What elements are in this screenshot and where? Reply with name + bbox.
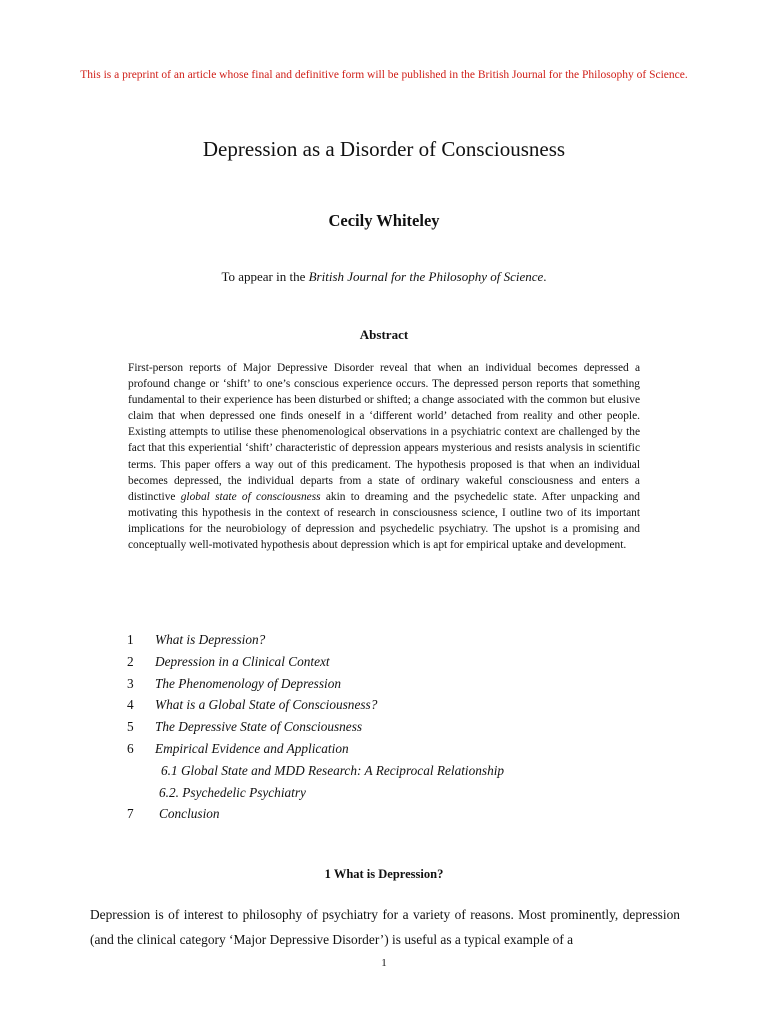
toc-number: 6 bbox=[127, 740, 134, 756]
abstract-italic-term: global state of consciousness bbox=[180, 490, 321, 503]
toc-item-6 bbox=[127, 738, 627, 760]
toc-number: 5 bbox=[127, 719, 134, 735]
author-name: Cecily Whiteley bbox=[328, 211, 440, 230]
toc-item-1 bbox=[127, 629, 627, 651]
paper-title: Depression as a Disorder of Consciousness bbox=[202, 137, 566, 161]
toc-item-7 bbox=[127, 803, 627, 825]
toc-label: Empirical Evidence and Application bbox=[155, 740, 349, 756]
section-heading: 1 What is Depression? bbox=[324, 867, 444, 881]
page-number: 1 bbox=[381, 957, 387, 969]
toc-number: 7 bbox=[127, 806, 134, 822]
publication-note-prefix: To appear in the bbox=[221, 269, 309, 284]
abstract-heading: Abstract bbox=[359, 327, 409, 342]
toc-item-4 bbox=[127, 694, 627, 716]
abstract-text-part2: akin to dreaming and the psychedelic state. After unpacking and motivating this hypothesis in the context of research in consciousness science, I outline two of its important implications for the neurobiology of depression and psychedelic psychiatry. The upshot is a promising and conceptually well-motivated hypothesis about depression which is apt for empirical uptake and development. bbox=[128, 490, 640, 552]
toc-item-3 bbox=[127, 673, 627, 695]
toc-label: What is a Global State of Consciousness? bbox=[155, 697, 378, 713]
toc-item-5 bbox=[127, 716, 627, 738]
toc-label: 6.2. Psychedelic Psychiatry bbox=[159, 784, 306, 800]
toc-item-2 bbox=[127, 651, 627, 673]
table-of-contents bbox=[127, 629, 627, 825]
abstract-body bbox=[128, 360, 640, 553]
toc-label: Conclusion bbox=[159, 806, 220, 822]
toc-label: What is Depression? bbox=[155, 632, 266, 647]
toc-number: 4 bbox=[127, 697, 134, 713]
toc-label: 6.1 Global State and MDD Research: A Reciprocal Relationship bbox=[161, 762, 505, 778]
publication-note-suffix: . bbox=[543, 269, 547, 284]
publication-note bbox=[0, 269, 768, 285]
toc-item-6-1 bbox=[127, 760, 627, 782]
toc-label: Depression in a Clinical Context bbox=[155, 653, 330, 669]
section-body-text: Depression is of interest to philosophy of psychiatry for a variety of reasons. Most prominently, depression (and the clinical category ‘Major Depressive Disorder’) is useful as a typical example of a bbox=[90, 907, 680, 947]
toc-number: 3 bbox=[127, 675, 134, 691]
journal-name: British Journal for the Philosophy of Science bbox=[308, 269, 544, 284]
preprint-notice: This is a preprint of an article whose final and definitive form will be published in the British Journal for the Philosophy of Science. bbox=[80, 69, 688, 81]
toc-number: 1 bbox=[127, 632, 134, 647]
toc-number: 2 bbox=[127, 653, 134, 669]
toc-item-6-2 bbox=[127, 782, 627, 804]
abstract-text-part1: First-person reports of Major Depressive Disorder reveal that when an individual becomes depressed a profound change or ‘shift’ to one’s conscious experience occurs. The depressed person reports that something fundamental to their experience has been disturbed or shifted; a change associated with the common but elusive claim that when depressed one finds oneself in a ‘different world’ detached from reality and other people. Existing attempts to utilise these phenomenological observations in a psychiatric context are challenged by the fact that this experiential ‘shift’ characteristic of depression appears mysterious and resists analysis in scientific terms. This paper offers a way out of this predicament. The hypothesis proposed is that when an individual becomes depressed, the individual departs from a state of ordinary wakeful consciousness and enters a distinctive bbox=[128, 362, 640, 503]
toc-label: The Phenomenology of Depression bbox=[155, 675, 342, 691]
toc-label: The Depressive State of Consciousness bbox=[155, 719, 363, 735]
